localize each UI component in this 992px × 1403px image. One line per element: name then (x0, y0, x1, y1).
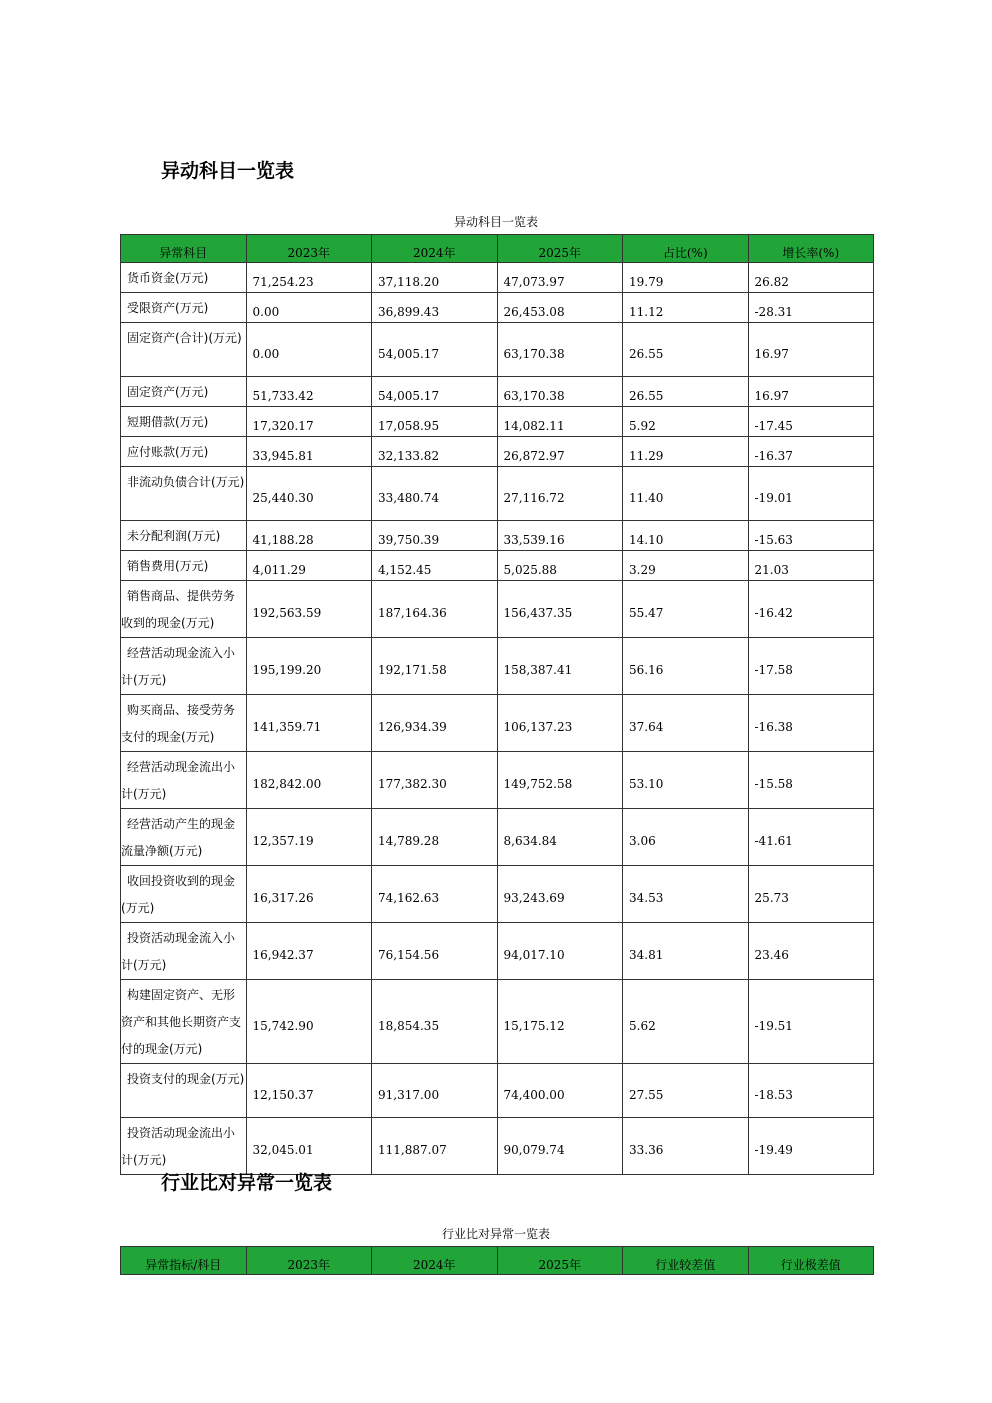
cell-growth: -15.58 (748, 752, 874, 809)
cell-v2025: 63,170.38 (497, 323, 623, 377)
cell-v2024: 4,152.45 (372, 551, 498, 581)
cell-growth: 23.46 (748, 923, 874, 980)
cell-v2025: 158,387.41 (497, 638, 623, 695)
cell-share: 34.53 (623, 866, 749, 923)
cell-v2025: 90,079.74 (497, 1118, 623, 1175)
row-label: 固定资产(合计)(万元) (121, 323, 247, 377)
cell-share: 26.55 (623, 323, 749, 377)
cell-growth: -28.31 (748, 293, 874, 323)
cell-share: 53.10 (623, 752, 749, 809)
cell-share: 33.36 (623, 1118, 749, 1175)
cell-v2023: 15,742.90 (246, 980, 372, 1064)
cell-growth: -17.58 (748, 638, 874, 695)
row-label: 应付账款(万元) (121, 437, 247, 467)
cell-v2023: 17,320.17 (246, 407, 372, 437)
header-cell: 2023年 (246, 235, 372, 263)
cell-v2023: 0.00 (246, 323, 372, 377)
cell-share: 55.47 (623, 581, 749, 638)
table-caption-industry-comparison: 行业比对异常一览表 (441, 1227, 550, 1241)
section-title-abnormal-accounts: 异动科目一览表 (161, 160, 295, 182)
cell-v2025: 63,170.38 (497, 377, 623, 407)
table-header-row (121, 235, 874, 263)
cell-v2023: 71,254.23 (246, 263, 372, 293)
cell-share: 5.92 (623, 407, 749, 437)
table-row (121, 521, 874, 551)
header-cell: 2023年 (246, 1247, 372, 1275)
cell-v2024: 54,005.17 (372, 377, 498, 407)
cell-share: 11.12 (623, 293, 749, 323)
table-caption-abnormal-accounts: 异动科目一览表 (453, 215, 538, 229)
cell-v2023: 25,440.30 (246, 467, 372, 521)
cell-v2025: 156,437.35 (497, 581, 623, 638)
cell-growth: -16.42 (748, 581, 874, 638)
row-label: 收回投资收到的现金(万元) (121, 866, 247, 923)
cell-v2024: 126,934.39 (372, 695, 498, 752)
cell-growth: -17.45 (748, 407, 874, 437)
cell-share: 19.79 (623, 263, 749, 293)
cell-growth: 25.73 (748, 866, 874, 923)
cell-v2025: 74,400.00 (497, 1064, 623, 1118)
table-row (121, 866, 874, 923)
cell-v2023: 16,942.37 (246, 923, 372, 980)
cell-share: 3.29 (623, 551, 749, 581)
table-row (121, 437, 874, 467)
table-row (121, 551, 874, 581)
row-label: 经营活动现金流出小计(万元) (121, 752, 247, 809)
header-cell: 行业极差值 (748, 1247, 874, 1275)
cell-v2025: 106,137.23 (497, 695, 623, 752)
cell-v2025: 94,017.10 (497, 923, 623, 980)
industry-comparison-table (120, 1246, 874, 1275)
cell-share: 5.62 (623, 980, 749, 1064)
header-cell: 异常科目 (121, 235, 247, 263)
cell-v2024: 14,789.28 (372, 809, 498, 866)
cell-v2024: 33,480.74 (372, 467, 498, 521)
cell-share: 3.06 (623, 809, 749, 866)
row-label: 投资活动现金流入小计(万元) (121, 923, 247, 980)
abnormal-accounts-table (120, 234, 874, 1175)
cell-v2024: 39,750.39 (372, 521, 498, 551)
cell-v2024: 54,005.17 (372, 323, 498, 377)
cell-v2024: 36,899.43 (372, 293, 498, 323)
table-row (121, 980, 874, 1064)
cell-share: 56.16 (623, 638, 749, 695)
table-row (121, 695, 874, 752)
row-label: 非流动负债合计(万元) (121, 467, 247, 521)
cell-v2025: 27,116.72 (497, 467, 623, 521)
cell-v2023: 12,357.19 (246, 809, 372, 866)
row-label: 货币资金(万元) (121, 263, 247, 293)
header-cell: 2025年 (497, 235, 623, 263)
cell-v2024: 76,154.56 (372, 923, 498, 980)
cell-growth: -19.49 (748, 1118, 874, 1175)
row-label: 投资支付的现金(万元) (121, 1064, 247, 1118)
cell-v2023: 51,733.42 (246, 377, 372, 407)
cell-share: 11.40 (623, 467, 749, 521)
cell-v2024: 192,171.58 (372, 638, 498, 695)
cell-v2023: 141,359.71 (246, 695, 372, 752)
cell-growth: -19.51 (748, 980, 874, 1064)
cell-v2023: 41,188.28 (246, 521, 372, 551)
header-cell: 异常指标/科目 (121, 1247, 247, 1275)
header-cell: 2025年 (497, 1247, 623, 1275)
cell-v2025: 47,073.97 (497, 263, 623, 293)
row-label: 受限资产(万元) (121, 293, 247, 323)
row-label: 经营活动产生的现金流量净额(万元) (121, 809, 247, 866)
row-label: 销售商品、提供劳务收到的现金(万元) (121, 581, 247, 638)
cell-v2023: 182,842.00 (246, 752, 372, 809)
table-header-row (121, 1247, 874, 1275)
cell-v2025: 26,872.97 (497, 437, 623, 467)
cell-v2024: 187,164.36 (372, 581, 498, 638)
header-cell: 占比(%) (623, 235, 749, 263)
cell-growth: 26.82 (748, 263, 874, 293)
cell-v2023: 192,563.59 (246, 581, 372, 638)
table-row (121, 923, 874, 980)
row-label: 购买商品、接受劳务支付的现金(万元) (121, 695, 247, 752)
cell-growth: 21.03 (748, 551, 874, 581)
table-row (121, 1118, 874, 1175)
row-label: 固定资产(万元) (121, 377, 247, 407)
cell-v2023: 0.00 (246, 293, 372, 323)
table-row (121, 293, 874, 323)
cell-growth: -18.53 (748, 1064, 874, 1118)
cell-growth: -15.63 (748, 521, 874, 551)
cell-v2024: 37,118.20 (372, 263, 498, 293)
header-cell: 行业较差值 (623, 1247, 749, 1275)
table-row (121, 467, 874, 521)
table-row (121, 377, 874, 407)
cell-v2023: 33,945.81 (246, 437, 372, 467)
table-row (121, 407, 874, 437)
cell-v2024: 17,058.95 (372, 407, 498, 437)
cell-growth: -19.01 (748, 467, 874, 521)
cell-v2023: 32,045.01 (246, 1118, 372, 1175)
row-label: 未分配利润(万元) (121, 521, 247, 551)
cell-v2024: 91,317.00 (372, 1064, 498, 1118)
cell-share: 27.55 (623, 1064, 749, 1118)
row-label: 构建固定资产、无形资产和其他长期资产支付的现金(万元) (121, 980, 247, 1064)
row-label: 短期借款(万元) (121, 407, 247, 437)
cell-v2023: 12,150.37 (246, 1064, 372, 1118)
cell-v2024: 74,162.63 (372, 866, 498, 923)
cell-v2025: 93,243.69 (497, 866, 623, 923)
cell-growth: -16.38 (748, 695, 874, 752)
table-row (121, 263, 874, 293)
row-label: 投资活动现金流出小计(万元) (121, 1118, 247, 1175)
table-row (121, 1064, 874, 1118)
cell-v2025: 33,539.16 (497, 521, 623, 551)
cell-v2023: 195,199.20 (246, 638, 372, 695)
table-row (121, 752, 874, 809)
row-label: 销售费用(万元) (121, 551, 247, 581)
cell-v2024: 32,133.82 (372, 437, 498, 467)
cell-v2023: 4,011.29 (246, 551, 372, 581)
cell-v2025: 14,082.11 (497, 407, 623, 437)
cell-share: 37.64 (623, 695, 749, 752)
cell-share: 34.81 (623, 923, 749, 980)
cell-share: 14.10 (623, 521, 749, 551)
table-row (121, 581, 874, 638)
cell-v2025: 15,175.12 (497, 980, 623, 1064)
cell-v2025: 149,752.58 (497, 752, 623, 809)
cell-v2023: 16,317.26 (246, 866, 372, 923)
table-row (121, 809, 874, 866)
section-title-industry-comparison: 行业比对异常一览表 (161, 1172, 333, 1194)
cell-growth: 16.97 (748, 377, 874, 407)
header-cell: 2024年 (372, 1247, 498, 1275)
cell-growth: 16.97 (748, 323, 874, 377)
cell-v2024: 111,887.07 (372, 1118, 498, 1175)
cell-share: 11.29 (623, 437, 749, 467)
cell-v2024: 18,854.35 (372, 980, 498, 1064)
cell-growth: -16.37 (748, 437, 874, 467)
cell-growth: -41.61 (748, 809, 874, 866)
table-row (121, 638, 874, 695)
row-label: 经营活动现金流入小计(万元) (121, 638, 247, 695)
cell-v2025: 26,453.08 (497, 293, 623, 323)
header-cell: 2024年 (372, 235, 498, 263)
cell-v2025: 5,025.88 (497, 551, 623, 581)
cell-v2025: 8,634.84 (497, 809, 623, 866)
table-row (121, 323, 874, 377)
header-cell: 增长率(%) (748, 235, 874, 263)
cell-v2024: 177,382.30 (372, 752, 498, 809)
cell-share: 26.55 (623, 377, 749, 407)
